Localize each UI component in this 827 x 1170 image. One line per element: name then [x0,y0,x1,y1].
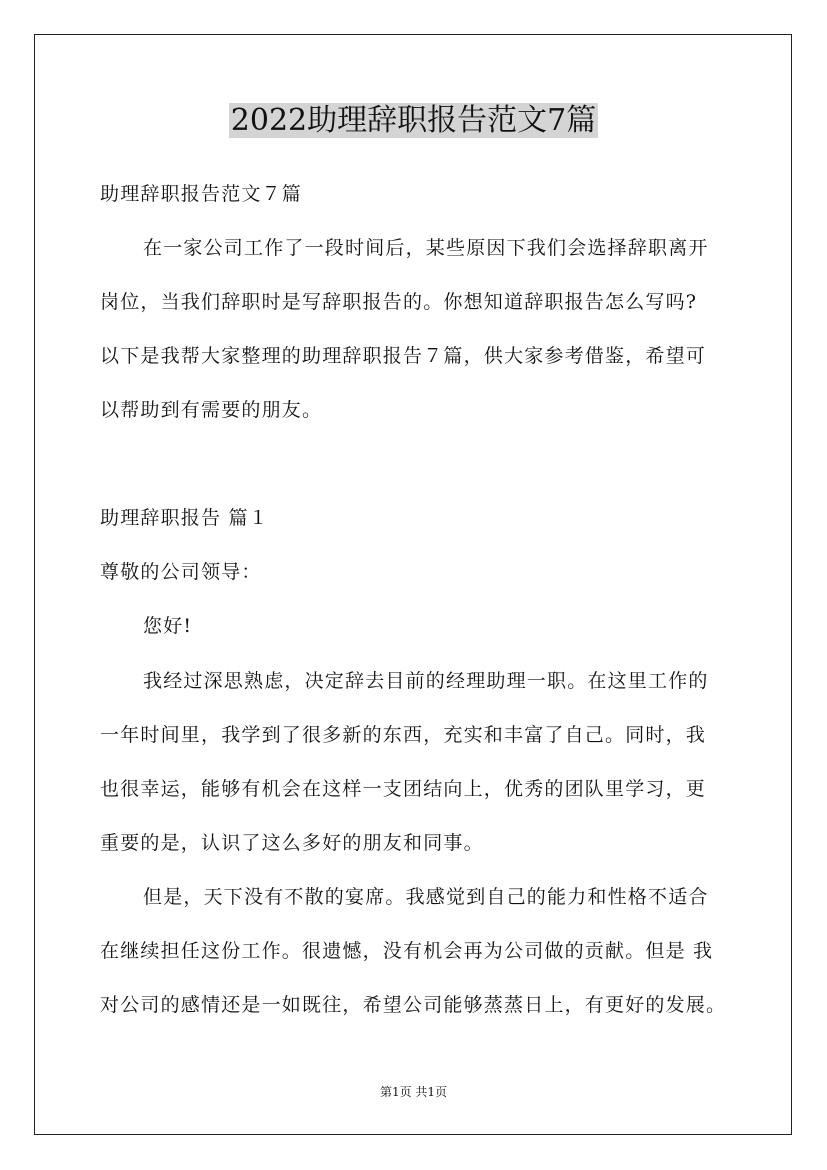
paragraph-line: 对公司的感情还是一如既往，希望公司能够蒸蒸日上，有更好的发展。 [100,994,727,1016]
document-title-text: 2022助理辞职报告范文7篇 [230,103,597,138]
paragraph-line: 一年时间里，我学到了很多新的东西，充实和丰富了自己。同时，我 [100,724,707,746]
document-title [0,100,827,142]
intro-line: 以下是我帮大家整理的助理辞职报告７篇，供大家参考借鉴，希望可 [100,345,707,367]
intro-line: 以帮助到有需要的朋友。 [100,399,323,421]
greeting: 您好! [143,615,193,637]
paragraph-line: 重要的是，认识了这么多好的朋友和同事。 [100,832,484,854]
paragraph-line: 也很幸运，能够有机会在这样一支团结向上，优秀的团队里学习，更 [100,778,707,800]
paragraph-line: 在继续担任这份工作。很遗憾，没有机会再为公司做的贡献。但是 我 [100,940,714,962]
paragraph-line: 但是，天下没有不散的宴席。我感觉到自己的能力和性格不适合 [143,886,709,908]
page-footer: 第1页 共1页 [379,1085,448,1099]
document-subtitle: 助理辞职报告范文７篇 [100,183,303,205]
section-heading: 助理辞职报告 篇１ [100,507,269,529]
salutation: 尊敬的公司领导： [100,561,262,583]
intro-line: 岗位，当我们辞职时是写辞职报告的。你想知道辞职报告怎么写吗? [100,291,698,313]
intro-line: 在一家公司工作了一段时间后，某些原因下我们会选择辞职离开 [143,237,709,259]
paragraph-line: 我经过深思熟虑，决定辞去目前的经理助理一职。在这里工作的 [143,670,709,692]
